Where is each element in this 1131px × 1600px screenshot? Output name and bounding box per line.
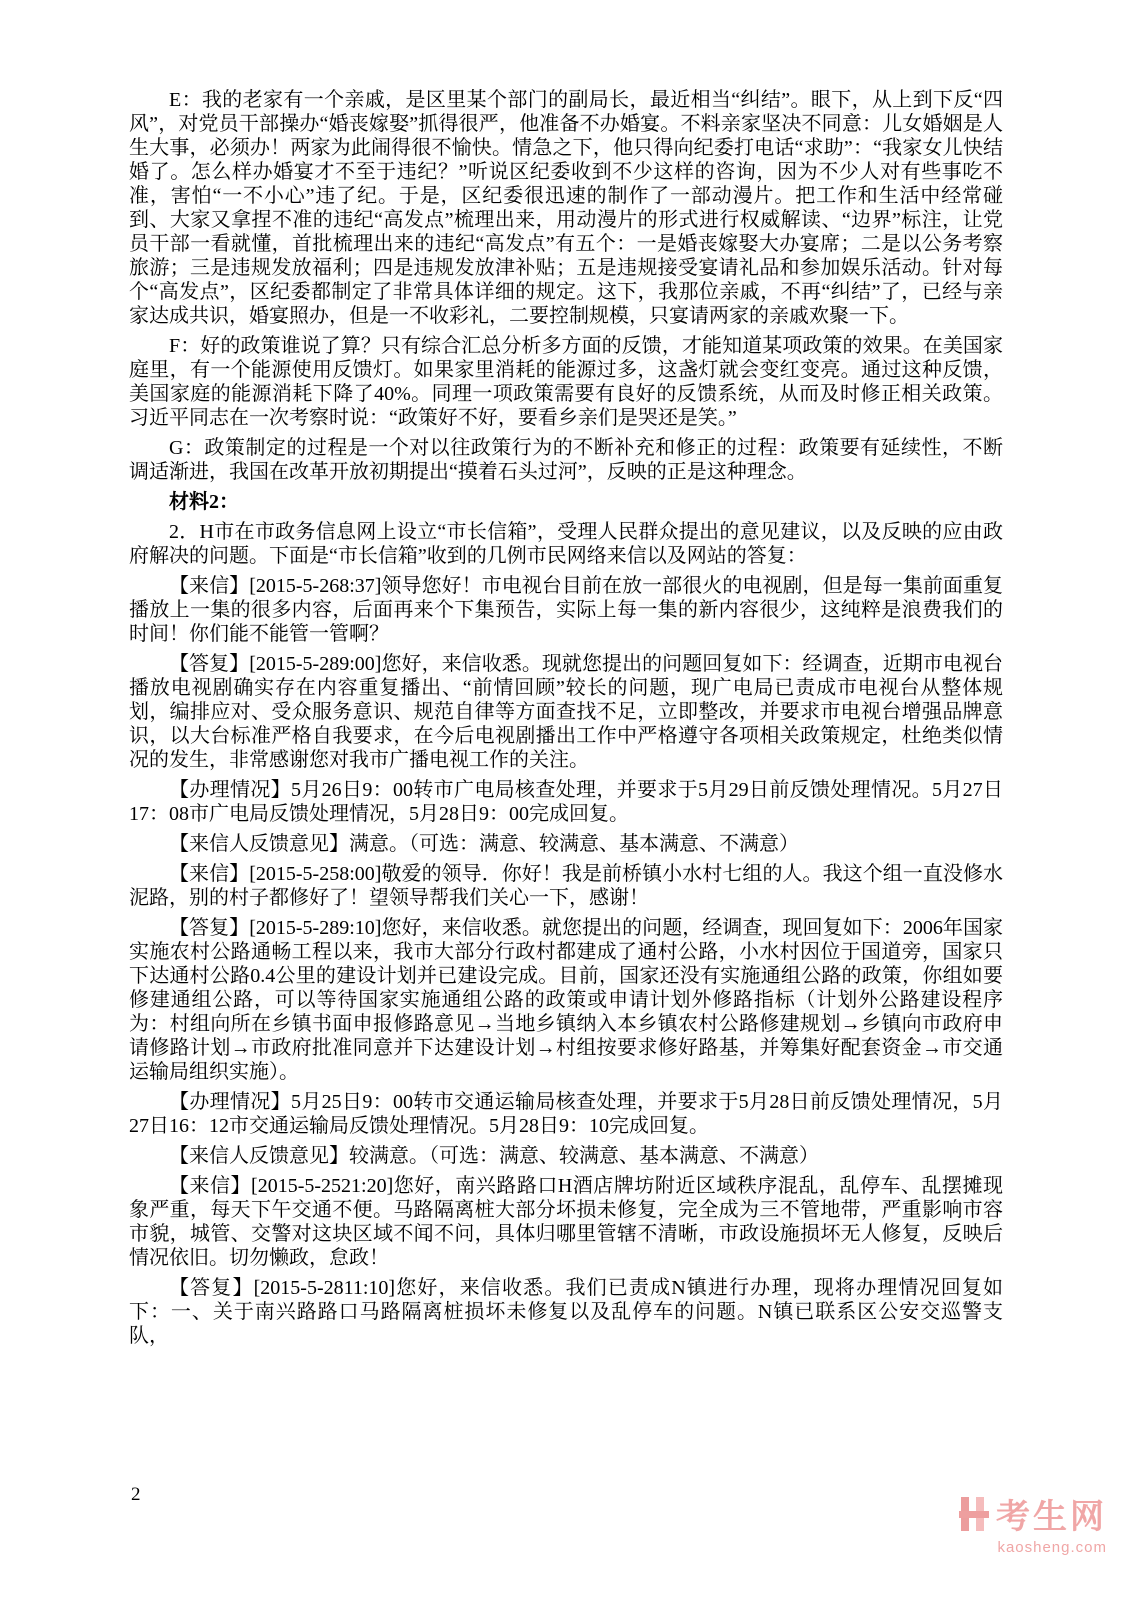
material-paragraph: G：政策制定的过程是一个对以往政策行为的不断补充和修正的过程：政策要有延续性，不断调适渐进，我国在改革开放初期提出“摸着石头过河”，反映的正是这种理念。 [129, 437, 1003, 483]
handling-paragraph: 【办理情况】5月26日9：00转市广电局核查处理，并要求于5月29日前反馈处理情况。5月27日17：08市广电局反馈处理情况，5月28日9：00完成回复。 [129, 779, 1003, 825]
material-paragraph: E：我的老家有一个亲戚，是区里某个部门的副局长，最近相当“纠结”。眼下，从上到下反“四风”，对党员干部操办“婚丧嫁娶”抓得很严，他准备不办婚宴。不料亲家坚决不同意：儿女婚姻是人生大事，必须办！两家为此闹得很不愉快。情急之下，他只得向纪委打电话“求助”：“我家女儿快结婚了。怎么样办婚宴才不至于违纪？”听说区纪委收到不少这样的咨询，因为不少人对有些事吃不准，害怕“一不小心”违了纪。于是，区纪委很迅速的制作了一部动漫片。把工作和生活中经常碰到、大家又拿捏不准的违纪“高发点”梳理出来，用动漫片的形式进行权威解读、“边界”标注，让党员干部一看就懂，首批梳理出来的违纪“高发点”有五个：一是婚丧嫁娶大办宴席；二是以公务考察旅游；三是违规发放福利；四是违规发放津补贴；五是违规接受宴请礼品和参加娱乐活动。针对每个“高发点”，区纪委都制定了非常具体详细的规定。这下，我那位亲戚，不再“纠结”了，已经与亲家达成共识，婚宴照办，但是一不收彩礼，二要控制规模，只宴请两家的亲戚欢聚一下。 [129, 89, 1003, 327]
field-label: 【答复】 [169, 917, 250, 939]
kaosheng-watermark [959, 1489, 1107, 1556]
field-label: 【来信】 [169, 575, 250, 597]
document-body [129, 88, 1003, 1354]
watermark-domain: kaosheng.com [997, 1539, 1107, 1556]
reply-paragraph: 【答复】[2015-5-289:00]您好，来信收悉。现就您提出的问题回复如下：经调查，近期市电视台播放电视剧确实存在内容重复播出、“前情回顾”较长的问题，现广电局已责成市电视台从整体规划，编排应对、受众服务意识、规范自律等方面查找不足，立即整改，并要求市电视台增强品牌意识，以大台标准严格自我要求，在今后电视剧播出工作中严格遵守各项相关政策规定，杜绝类似情况的发生，非常感谢您对我市广播电视工作的关注。 [129, 653, 1004, 771]
field-label: 【来信】 [169, 863, 250, 885]
feedback-paragraph: 【来信人反馈意见】较满意。（可选：满意、较满意、基本满意、不满意） [169, 1145, 819, 1167]
handling-paragraph: 【办理情况】5月25日9：00转市交通运输局核查处理，并要求于5月28日前反馈处理情况，5月27日16：12市交通运输局反馈处理情况。5月28日9：10完成回复。 [129, 1091, 1003, 1137]
reply-paragraph: 【答复】[2015-5-2811:10]您好，来信收悉。我们已责成N镇进行办理，现将办理情况回复如下：一、关于南兴路路口马路隔离桩损坏未修复以及乱停车的问题。N镇已联系区公安交巡警支队， [129, 1277, 1003, 1347]
field-label: 【答复】 [169, 1277, 254, 1299]
page-number: 2 [131, 1484, 141, 1505]
feedback-paragraph: 【来信人反馈意见】满意。（可选：满意、较满意、基本满意、不满意） [169, 833, 799, 855]
field-label: 【来信】 [169, 1175, 252, 1197]
material-heading: 材料2： [169, 491, 239, 513]
letter-paragraph: 【来信】[2015-5-2521:20]您好，南兴路路口H酒店牌坊附近区域秩序混乱，乱停车、乱摆摊现象严重，每天下午交通不便。马路隔离桩大部分坏损未修复，完全成为三不管地带，严重影响市容市貌，城管、交警对这块区域不闻不问，具体归哪里管辖不清晰，市政设施损坏无人修复，反映后情况依旧。切勿懒政，怠政！ [129, 1175, 1004, 1269]
field-label: 【答复】 [169, 653, 250, 675]
material-intro: 2．H市在市政务信息网上设立“市长信箱”，受理人民群众提出的意见建议，以及反映的应由政府解决的问题。下面是“市长信箱”收到的几例市民网络来信以及网站的答复： [129, 521, 1003, 567]
kaosheng-logo-icon [959, 1496, 989, 1532]
letter-paragraph: 【来信】[2015-5-268:37]领导您好！市电视台目前在放一部很火的电视剧，但是每一集前面重复播放上一集的很多内容，后面再来个下集预告，实际上每一集的新内容很少，这纯粹是浪费我们的时间！你们能不能管一管啊？ [129, 575, 1004, 645]
letter-paragraph: 【来信】[2015-5-258:00]敬爱的领导．你好！我是前桥镇小水村七组的人。我这个组一直没修水泥路，别的村子都修好了！望领导帮我们关心一下，感谢！ [129, 863, 1004, 909]
reply-paragraph: 【答复】[2015-5-289:10]您好，来信收悉。就您提出的问题，经调查，现回复如下：2006年国家实施农村公路通畅工程以来，我市大部分行政村都建成了通村公路，小水村因位于国道旁，国家只下达通村公路0.4公里的建设计划并已建设完成。目前，国家还没有实施通组公路的政策，你组如要修建通组公路，可以等待国家实施通组公路的政策或申请计划外修路指标（计划外公路建设程序为：村组向所在乡镇书面申报修路意见→当地乡镇纳入本乡镇农村公路修建规划→乡镇向市政府申请修路计划→市政府批准同意并下达建设计划→村组按要求修好路基，并筹集好配套资金→市交通运输局组织实施）。 [129, 917, 1004, 1083]
field-label: 【办理情况】 [169, 779, 291, 801]
field-label: 【来信人反馈意见】 [169, 833, 349, 855]
watermark-name: 考生网 [996, 1498, 1107, 1536]
field-label: 【办理情况】 [169, 1091, 291, 1113]
field-label: 【来信人反馈意见】 [169, 1145, 349, 1167]
material-paragraph: F：好的政策谁说了算？只有综合汇总分析多方面的反馈，才能知道某项政策的效果。在美国家庭里，有一个能源使用反馈灯。如果家里消耗的能源过多，这盏灯就会变红变亮。通过这种反馈，美国家庭的能源消耗下降了40%。同理一项政策需要有良好的反馈系统，从而及时修正相关政策。习近平同志在一次考察时说：“政策好不好，要看乡亲们是哭还是笑。” [129, 335, 1003, 429]
